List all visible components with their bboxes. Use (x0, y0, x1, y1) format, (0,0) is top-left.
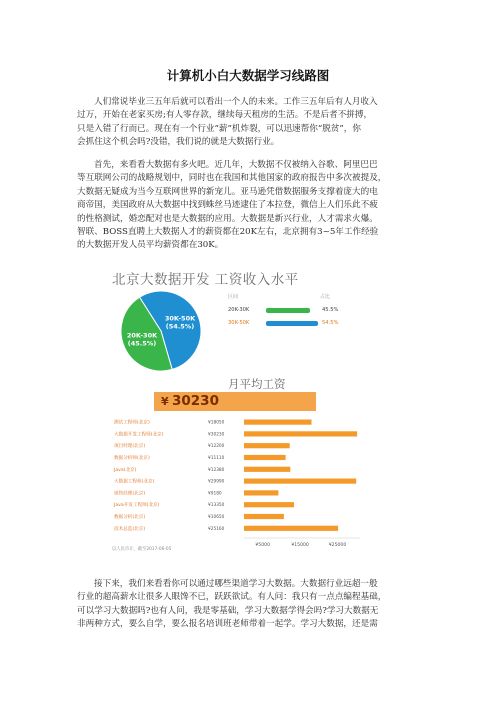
salary-bar (244, 467, 290, 472)
paragraph-line: 等互联网公司的战略规划中，同时也在我国和其他国家的政府报告中多次被提及， (77, 173, 387, 184)
bar-value-label: ¥10650 (208, 515, 225, 520)
pie-label: 30K-50K (164, 314, 196, 323)
yen-icon: ¥ (161, 395, 169, 408)
paragraph-learning (77, 578, 427, 632)
bar-category-label: Java(北京) (114, 467, 137, 473)
bar-value-label: ¥13350 (208, 503, 225, 509)
paragraph-line: 智联、BOSS直聘上大数据人才的薪资都在20K左右，北京拥有3~5年工作经验 (77, 227, 379, 238)
bar-value-label: ¥12200 (208, 444, 225, 450)
paragraph-line: 的性格测试，婚恋配对也是大数据的应用。大数据是新兴行业，人才需求火爆。 (77, 213, 378, 224)
salary-bar (244, 420, 312, 425)
salary-pie-chart (118, 288, 204, 374)
bar-value-label: ¥25160 (208, 526, 225, 532)
bar-category-label: 大数据开发工程师(北京) (114, 432, 164, 438)
pie-label: 20K-30K (126, 331, 158, 340)
legend-bar-30k-50k (266, 321, 318, 326)
legend-share-20k-30k: 45.5% (322, 307, 339, 313)
bar-category-label: 数据分析(北京) (114, 515, 146, 520)
bar-value-label: ¥12380 (208, 467, 225, 473)
paragraph-line: 非两种方式，要么自学，要么报名培训班老师带着一起学。学习大数据，还是需 (77, 619, 378, 630)
bar-value-label: ¥29990 (208, 479, 225, 485)
x-tick-label: ¥15000 (291, 543, 309, 548)
salary-bar-chart (112, 414, 372, 548)
paragraph-line: 可以学习大数据吗?也有人问，我是零基础，学习大数据学得会吗?学习大数据无 (77, 605, 379, 616)
salary-bar (244, 526, 338, 531)
paragraph-line: 会抓住这个机会吗?没错，我们说的就是大数据行业。 (77, 137, 280, 148)
bar-category-label: 测试工程师(北京) (114, 420, 150, 426)
salary-bar (244, 479, 356, 484)
bar-value-label: ¥9180 (208, 491, 222, 497)
salary-bar (244, 490, 278, 495)
salary-bar (244, 431, 357, 436)
salary-bar (244, 443, 290, 448)
paragraph-line: 的大数据开发人员平均薪资都在30K。 (77, 240, 224, 251)
monthly-salary-title: 月平均工资 (228, 377, 286, 391)
paragraph-line: 人们常说毕业三五年后就可以看出一个人的未来。工作三五年后有人月收入 (94, 97, 378, 107)
bar-value-label: ¥30230 (208, 432, 225, 438)
legend-share-30k-50k: 54.5% (322, 320, 339, 326)
paragraph-line: 商帝国，美国政府从大数据中找到蛛丝马迹逮住了本拉登，微信上人们乐此不疲 (77, 200, 378, 211)
monthly-salary-value: 30230 (172, 393, 219, 409)
paragraph-line: 只是入错了行而已。现在有一个行业“薪”机炸裂，可以迅速帮你“脱贫”，你 (77, 123, 361, 134)
salary-bar (244, 514, 284, 519)
bar-category-label: 大数据工程师(北京) (114, 479, 155, 485)
salary-bar (244, 455, 286, 460)
pie-pct-label: (45.5%) (127, 339, 157, 348)
paragraph-line: 大数据无疑成为当今互联网世界的新宠儿。亚马逊凭借数据服务支撑着庞大的电 (77, 186, 378, 197)
salary-bar (244, 502, 294, 507)
legend-header-range: 区间 (228, 294, 239, 300)
paragraph-line: 行业的超高薪水让很多人眼馋不已，跃跃欲试。有人问：我只有一点点编程基础， (77, 592, 387, 603)
infographic-title: 北京大数据开发 工资收入水平 (112, 272, 299, 288)
paragraph-intro (77, 96, 427, 150)
x-tick-label: ¥5000 (255, 543, 271, 548)
paragraph-line: 接下来，我们来看看你可以通过哪些渠道学习大数据。大数据行业远超一般 (94, 579, 378, 589)
bar-value-label: ¥18050 (208, 420, 225, 426)
paragraph-popularity (77, 159, 427, 253)
bar-value-label: ¥11110 (208, 456, 225, 461)
document-title: 计算机小白大数据学习线路图 (166, 68, 330, 83)
bar-category-label: 数据分析师(北京) (114, 456, 150, 461)
bar-category-label: 技术总监(北京) (114, 526, 146, 532)
salary-infographic (112, 262, 372, 554)
legend-header-share: 占比 (320, 294, 331, 300)
legend-bar-20k-30k (266, 308, 310, 313)
pie-pct-label: (54.5%) (165, 322, 195, 331)
paragraph-line: 过万，开始在老家买房;有人零存款，继续每天租房的生活。不是后者不拼搏， (77, 110, 373, 121)
bar-category-label: Java开发工程师(北京) (114, 503, 160, 509)
bar-category-label: 销售经理(北京) (114, 491, 146, 497)
data-source-note: 以人民币计，截至2017-06-05 (112, 547, 172, 552)
paragraph-line: 首先，来看看大数据有多火吧。近几年，大数据不仅被纳入谷歌、阿里巴巴 (94, 160, 378, 170)
legend-range-30k-50k: 30K-50K (228, 320, 250, 326)
bar-category-label: 项目经理(北京) (114, 444, 146, 450)
legend-range-20k-30k: 20K-30K (228, 307, 250, 313)
x-tick-label: ¥25000 (328, 543, 347, 548)
